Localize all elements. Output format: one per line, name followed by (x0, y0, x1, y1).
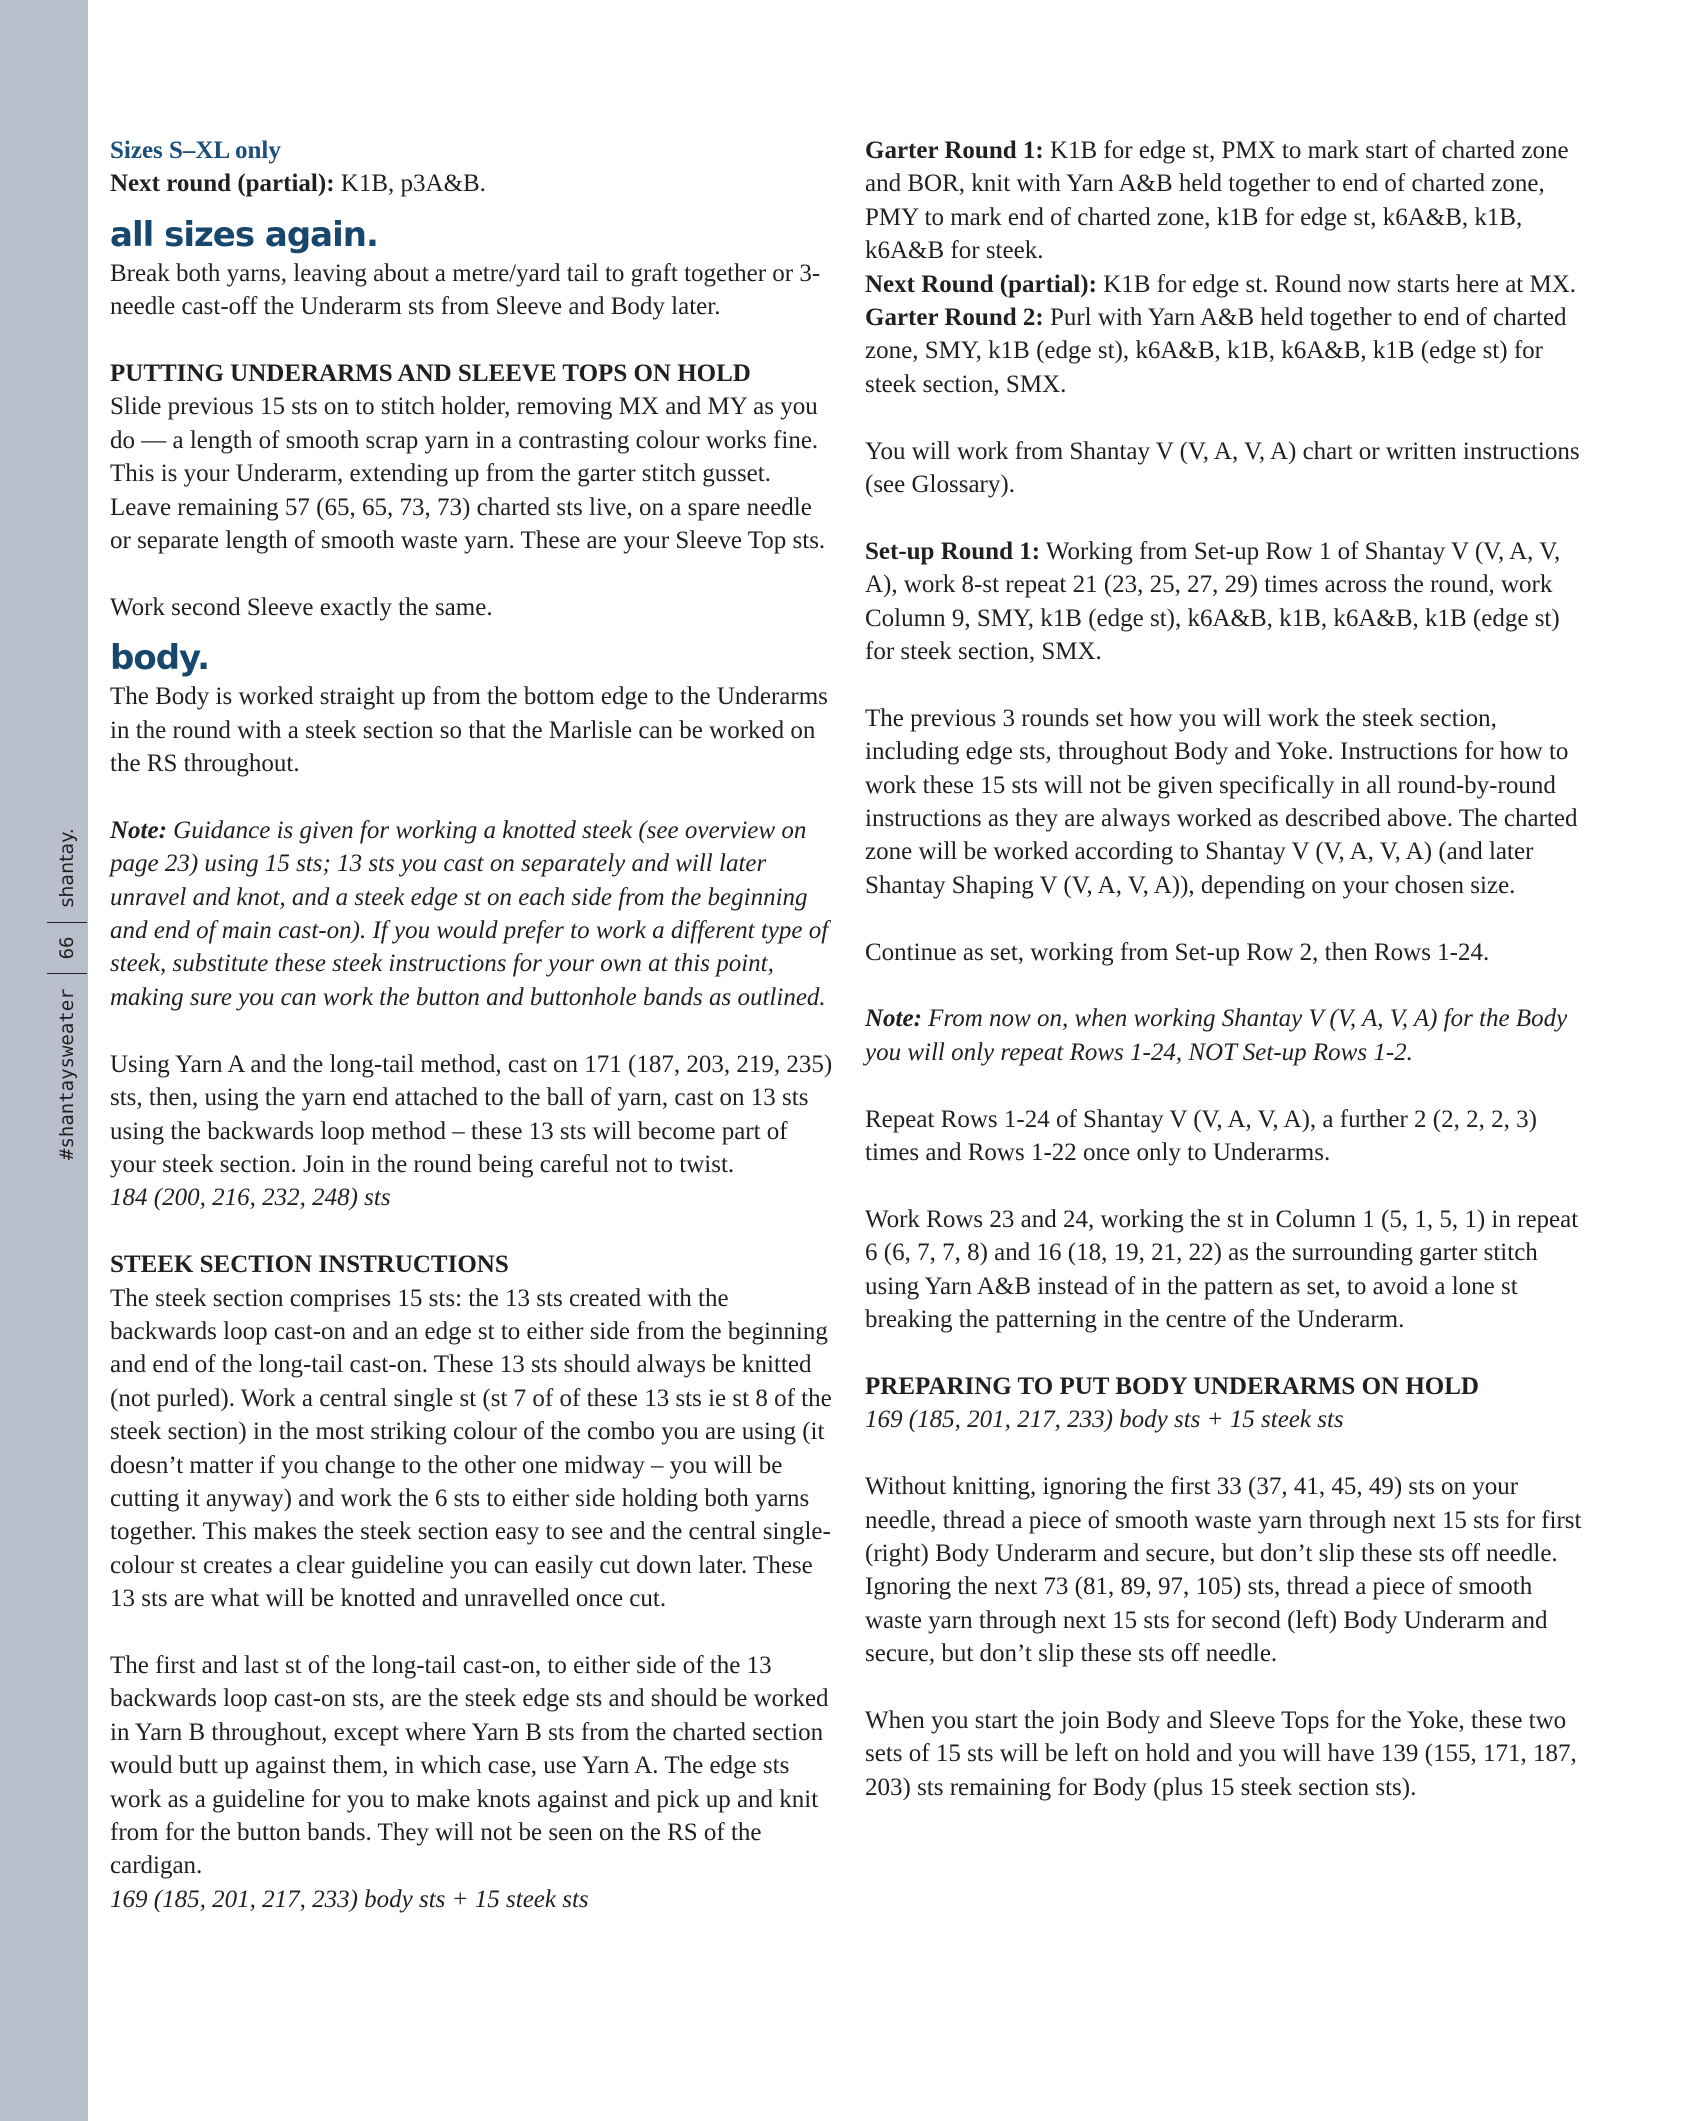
edge-count: 169 (185, 201, 217, 233) body sts + 15 steek sts (110, 1885, 589, 1913)
garter1-text: K1B for edge st, PMX to mark start of charted zone and BOR, knit with Yarn A&B held together to end of charted zone, PMY to mark end of charted zone, k1B for edge st, k6A&B, k1B, k6A&B for steek. (865, 137, 1569, 265)
sidebar-label (27, 820, 78, 1160)
hashtag: #shantaysweater (56, 988, 78, 1160)
cast-on-count: 184 (200, 216, 232, 248) sts (110, 1184, 391, 1212)
note (110, 814, 838, 1014)
edge-text: The first and last st of the long-tail cast-on, to either side of the 13 backwards loop cast-on sts, are the steek edge sts and should be worked in Yarn B throughout, except where Yarn B sts from the charted section would butt up against them, in which case, use Yarn A. The edge sts work as a guideline for you to make knots against and pick up and knit from for the button bands. They will not be seen on the RS of the cardigan. (110, 1651, 829, 1880)
note-text: From now on, when working Shantay V (V, A, V, A) for the Body you will only repeat Rows 1-24, NOT Set-up Rows 1-2. (865, 1005, 1568, 1066)
note-text: Guidance is given for working a knotted steek (see overview on page 23) using 15 sts; 13 sts you cast on separately and will later unravel and knot, and a steek edge st on each side from the beginning and end of main cast-on). If you would prefer to work a different type of steek, substitute these steek instructions for your own at this point, making sure you can work the button and buttonhole bands as outlined. (110, 816, 829, 1011)
previous-text: The previous 3 rounds set how you will work the steek section, including edge sts, throughout Body and Yoke. Instructions for how to work these 15 sts will not be given specifically in all round-by-round instructions as they are always worked as described above. The charted zone will be worked according to Shantay V (V, A, V, A) (and later Shantay Shaping V (V, A, V, A)), depending on your chosen size. (865, 704, 1578, 899)
page-number: 66 (56, 936, 78, 960)
break-text: Break both yarns, leaving about a metre/yard tail to graft together or 3-needle cast-off the Underarm sts from Sleeve and Body later. (110, 259, 821, 321)
when-text: When you start the join Body and Sleeve Tops for the Yoke, these two sets of 15 sts will be left on hold and you will have 139 (155, 171, 187, 203) sts remaining for Body (plus 15 steek section sts). (865, 1706, 1577, 1801)
garter-round-2 (865, 301, 1585, 401)
brand-name: shantay. (56, 828, 78, 908)
right-column (865, 134, 1585, 1804)
page-sidebar (0, 0, 88, 2121)
all-sizes-heading: all sizes again. (110, 214, 378, 255)
continue-text: Continue as set, working from Set-up Row 2, then Rows 1-24. (865, 938, 1490, 966)
prep-heading: PREPARING TO PUT BODY UNDERARMS ON HOLD (865, 1372, 1479, 1400)
steek-text: The steek section comprises 15 sts: the 13 sts created with the backwards loop cast-on and an edge st to either side from the beginning and end of the long-tail cast-on. These 13 sts should always be knitted (not purled). Work a central single st (st 7 of of these 13 sts ie st 8 of the steek section) in the most striking colour of the combo you are using (it doesn’t matter if you change to the other one midway – you will be cutting it anyway) and work the 6 sts to either side holding both yarns together. This makes the steek section easy to see and the central single-colour st creates a clear guideline you can easily cut down later. These 13 sts are what will be knotted and unravelled once cut. (110, 1284, 832, 1613)
garter1-label: Garter Round 1: (865, 137, 1044, 164)
repeat-text: Repeat Rows 1-24 of Shantay V (V, A, V, A), a further 2 (2, 2, 2, 3) times and Rows 1-22 once only to Underarms. (865, 1105, 1537, 1167)
setup-text: Working from Set-up Row 1 of Shantay V (V, A, V, A), work 8-st repeat 21 (23, 25, 27, 29) times across the round, work Column 9, SMY, k1B (edge st), k6A&B, k1B, k6A&B, k1B (edge st) for steek section, SMX. (865, 537, 1561, 666)
next-round (110, 167, 838, 200)
setup-label: Set-up Round 1: (865, 537, 1041, 565)
steek-heading: STEEK SECTION INSTRUCTIONS (110, 1251, 509, 1279)
body-text: The Body is worked straight up from the bottom edge to the Underarms in the round with a steek section so that the Marlisle can be worked on the RS throughout. (110, 683, 828, 778)
putting-text: Slide previous 15 sts on to stitch holder, removing MX and MY as you do — a length of smooth scrap yarn in a contrasting colour works fine. This is your Underarm, extending up from the garter stitch gusset. Leave remaining 57 (65, 65, 73, 73) charted sts live, on a spare needle or separate length of smooth waste yarn. These are your Sleeve Top sts. (110, 393, 826, 555)
divider (47, 922, 87, 923)
garter2-text: Purl with Yarn A&B held together to end of charted zone, SMY, k1B (edge st), k6A&B, k1B, k6A&B, k1B (edge st) for steek section, SMX. (865, 304, 1567, 398)
note (865, 1002, 1585, 1069)
next-round-partial (865, 268, 1585, 301)
next-partial-text: K1B for edge st. Round now starts here at MX. (1096, 270, 1577, 298)
note-label: Note: (865, 1005, 922, 1033)
left-column (110, 134, 838, 1916)
sizes-line: Sizes S–XL only (110, 137, 281, 164)
chart-text: You will work from Shantay V (V, A, V, A) chart or written instructions (see Glossary). (865, 437, 1580, 499)
putting-heading: PUTTING UNDERARMS AND SLEEVE TOPS ON HOLD (110, 360, 751, 388)
next-round-label: Next round (partial): (110, 170, 335, 198)
next-partial-label: Next Round (partial): (865, 270, 1097, 298)
cast-on-text: Using Yarn A and the long-tail method, cast on 171 (187, 203, 219, 235) sts, then, using the yarn end attached to the ball of yarn, cast on 13 sts using the backwards loop method – these 13 sts will become part of your steek section. Join in the round being careful not to twist. (110, 1050, 833, 1178)
second-sleeve-text: Work second Sleeve exactly the same. (110, 593, 493, 621)
garter2-label: Garter Round 2: (865, 304, 1044, 332)
note-label: Note: (110, 816, 167, 844)
setup-round-1 (865, 535, 1585, 669)
without-text: Without knitting, ignoring the first 33 (37, 41, 45, 49) sts on your needle, thread a piece of smooth waste yarn through next 15 sts for first (right) Body Underarm and secure, but don’t slip these sts off needle. Ignoring the next 73 (81, 89, 97, 105) sts, thread a piece of smooth waste yarn through next 15 sts for second (left) Body Underarm and secure, but don’t slip these sts off needle. (865, 1473, 1582, 1668)
next-round-text: K1B, p3A&B. (334, 170, 486, 198)
body-heading: body. (110, 638, 209, 679)
prep-count: 169 (185, 201, 217, 233) body sts + 15 steek sts (865, 1406, 1344, 1434)
rows-text: Work Rows 23 and 24, working the st in Column 1 (5, 1, 5, 1) in repeat 6 (6, 7, 7, 8) and 16 (18, 19, 21, 22) as the surrounding garter stitch using Yarn A&B instead of in the pattern as set, to avoid a lone st breaking the patterning in the centre of the Underarm. (865, 1205, 1579, 1334)
garter-round-1 (865, 134, 1585, 268)
divider (47, 973, 87, 974)
